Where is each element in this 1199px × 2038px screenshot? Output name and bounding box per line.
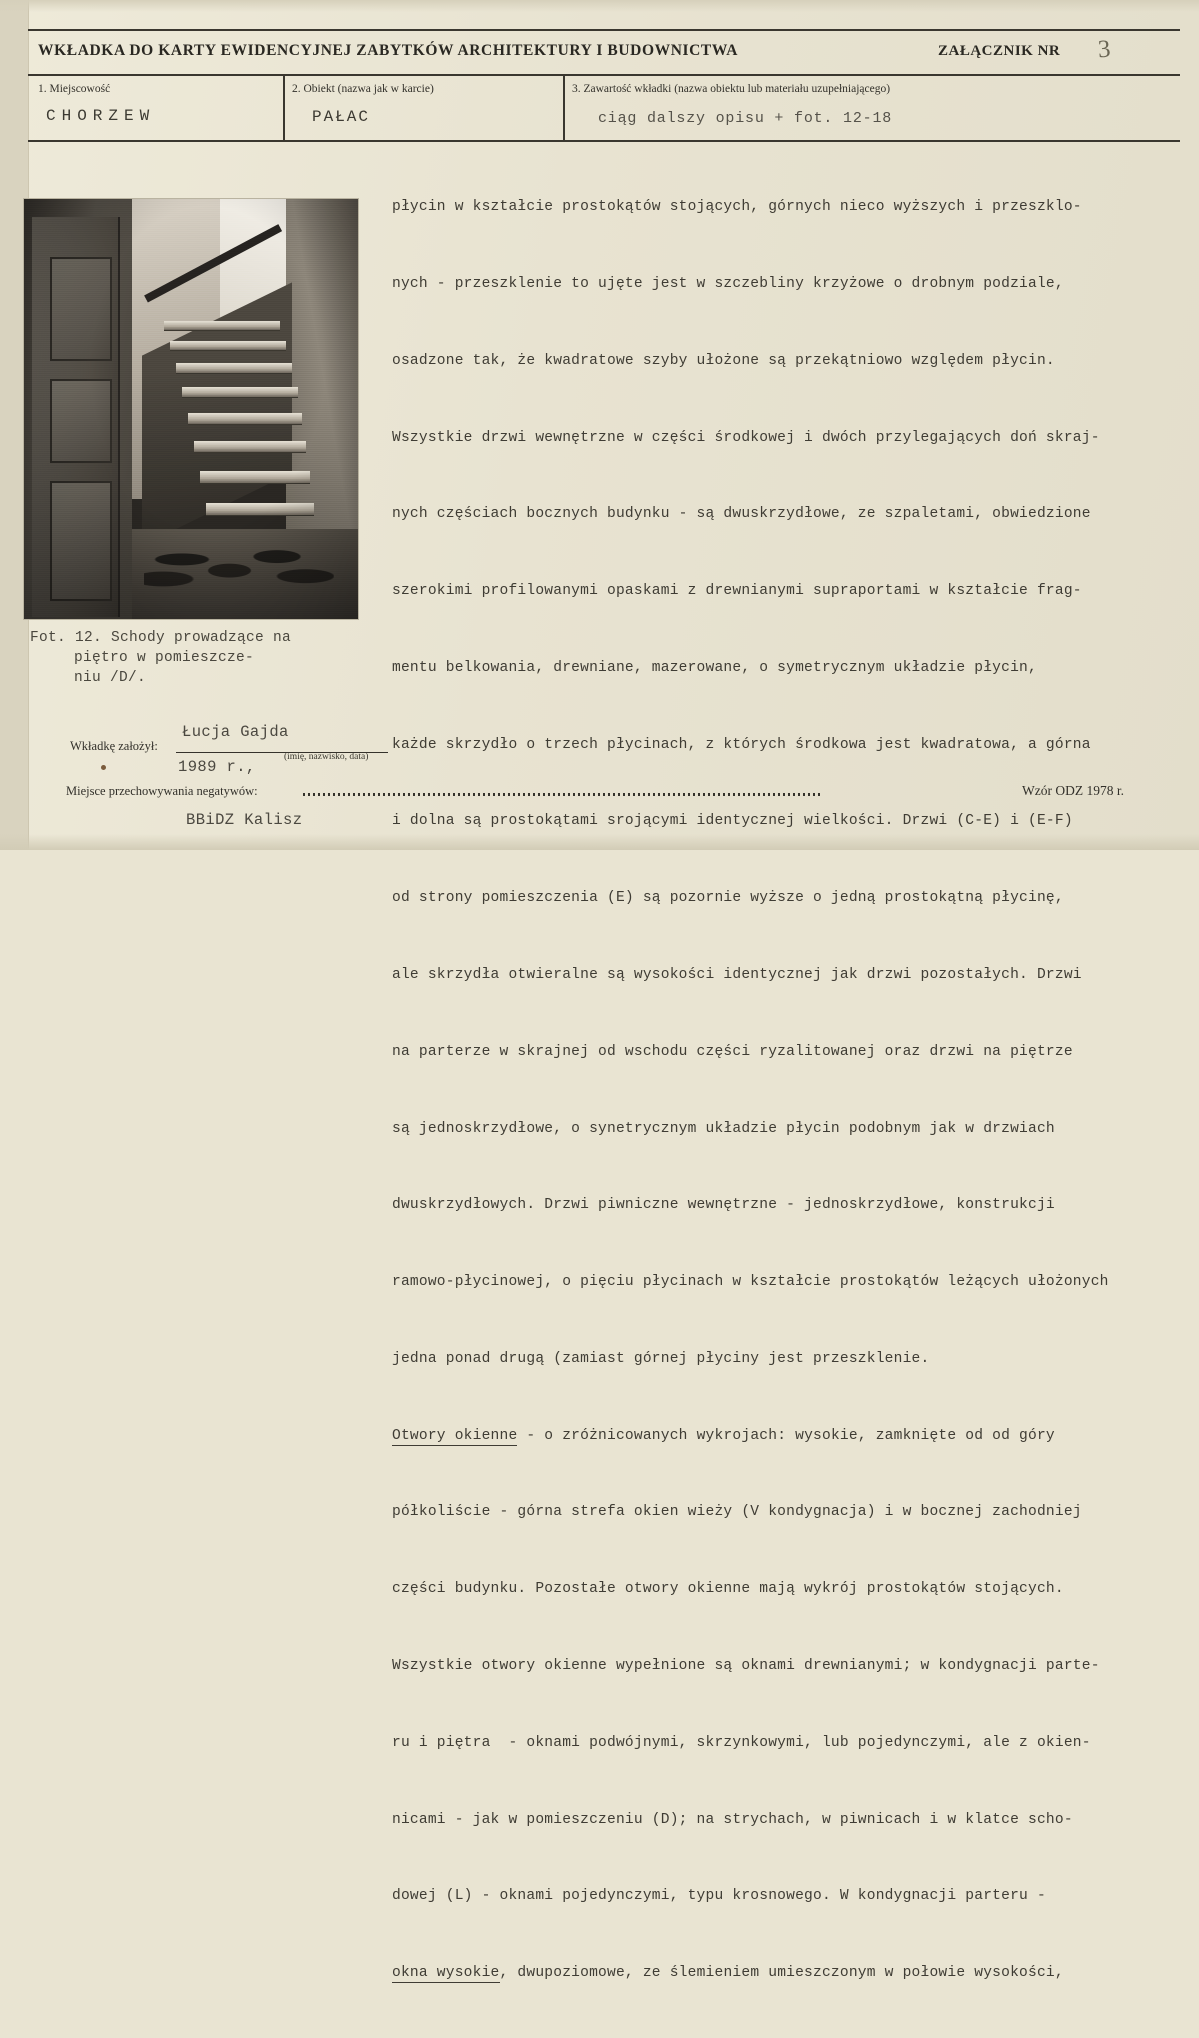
underlined-heading-otwory-okienne: Otwory okienne — [392, 1427, 518, 1444]
body-line: osadzone tak, że kwadratowe szyby ułożone są przekątniowo względem płycin. — [392, 352, 1055, 369]
negatives-location-value: BBiDZ Kalisz — [186, 811, 303, 829]
header-column-separator-1 — [283, 74, 285, 141]
field-value-locality: CHORZEW — [46, 107, 156, 125]
body-line: płycin w kształcie prostokątów stojących, górnych nieco wyższych i przeszklo- — [392, 199, 1082, 216]
body-line: i dolna są prostokątami srojącymi identycznej wielkości. Drzwi (C-E) i (E-F) — [392, 813, 1073, 830]
inserted-by-date: 1989 r., — [178, 758, 256, 776]
header-column-separator-2 — [563, 74, 565, 141]
header-rule-bottom — [28, 140, 1180, 142]
body-line: ru i piętra - oknami podwójnymi, skrzynkowymi, lub pojedynczymi, ale z okien- — [392, 1734, 1091, 1751]
paper-stain-dot — [101, 765, 106, 770]
body-line: części budynku. Pozostałe otwory okienne mają wykrój prostokątów stojących. — [392, 1581, 1064, 1598]
field-label-locality: 1. Miejscowość — [38, 83, 111, 95]
body-line: Wszystkie drzwi wewnętrzne w części środkowej i dwóch przylegających doń skraj- — [392, 429, 1100, 446]
body-line: nych częściach bocznych budynku - są dwuskrzydłowe, ze szpaletami, obwiedzione — [392, 506, 1091, 523]
annex-label: ZAŁĄCZNIK NR — [938, 43, 1061, 59]
body-line: nych - przeszklenie to ujęte jest w szczebliny krzyżowe o drobnym podziale, — [392, 275, 1064, 292]
field-label-content: 3. Zawartość wkładki (nazwa obiektu lub materiału uzupełniającego) — [572, 83, 891, 95]
field-value-object: PAŁAC — [312, 108, 371, 126]
body-line: szerokimi profilowanymi opaskami z drewnianymi supraportami w kształcie frag- — [392, 583, 1082, 600]
underlined-heading-okna-wysokie: okna wysokie — [392, 1965, 500, 1982]
field-value-content: ciąg dalszy opisu + fot. 12-18 — [598, 110, 893, 127]
stairwell-interior-photograph — [24, 199, 358, 619]
field-label-object: 2. Obiekt (nazwa jak w karcie) — [292, 83, 434, 95]
inserted-by-name: Łucja Gajda — [182, 723, 289, 741]
negatives-location-label: Miejsce przechowywania negatywów: — [66, 784, 258, 798]
body-line-with-underline — [392, 1424, 1182, 1450]
body-line: jedna ponad drugą (zamiast górnej płyciny jest przeszklenie. — [392, 1350, 930, 1367]
body-line: na parterze w skrajnej od wschodu części ryzalitowanej oraz drzwi na piętrze — [392, 1043, 1073, 1060]
body-line-remainder: , dwupoziomowe, ze ślemieniem umieszczonym w połowie wysokości, — [499, 1965, 1064, 1982]
body-line: dowej (L) - oknami pojedynczymi, typu krosnowego. W kondygnacji parteru - — [392, 1888, 1046, 1905]
body-line-remainder: - o zróżnicowanych wykrojach: wysokie, zamknięte od od góry — [517, 1427, 1055, 1444]
header-rule-middle — [28, 74, 1180, 76]
body-line: są jednoskrzydłowe, o synetrycznym układzie płycin podobnym jak w drzwiach — [392, 1120, 1055, 1137]
photo-vignette — [24, 199, 358, 619]
photograph-frame — [24, 199, 358, 619]
inserted-by-hint: (imię, nazwisko, data) — [284, 752, 369, 762]
body-line: Wszystkie otwory okienne wypełnione są oknami drewnianymi; w kondygnacji parte- — [392, 1658, 1100, 1675]
body-line: od strony pomieszczenia (E) są pozornie wyższe o jedną prostokątną płycinę, — [392, 890, 1064, 907]
description-text — [392, 144, 1182, 2038]
body-line: półkoliście - górna strefa okien wieży (V kondygnacja) i w bocznej zachodniej — [392, 1504, 1082, 1521]
form-code: Wzór ODZ 1978 r. — [1022, 783, 1124, 798]
paper-top-shade — [0, 0, 1199, 12]
body-line: każde skrzydło o trzech płycinach, z których środkowa jest kwadratowa, a górna — [392, 736, 1091, 753]
photo-caption-line-3: niu /D/. — [74, 670, 147, 686]
header-rule-top — [28, 29, 1180, 31]
annex-number: 3 — [1097, 35, 1112, 64]
body-line: dwuskrzydłowych. Drzwi piwniczne wewnętrzne - jednoskrzydłowe, konstrukcji — [392, 1197, 1055, 1214]
body-line: ramowo-płycinowej, o pięciu płycinach w kształcie prostokątów leżących ułożonych — [392, 1274, 1109, 1291]
document-title: WKŁADKA DO KARTY EWIDENCYJNEJ ZABYTKÓW ARCHITEKTURY I BUDOWNICTWA — [38, 42, 739, 59]
body-line: nicami - jak w pomieszczeniu (D); na strychach, w piwnicach i w klatce scho- — [392, 1811, 1073, 1828]
photo-caption-line-1: Fot. 12. Schody prowadzące na — [30, 630, 292, 646]
body-line-with-underline — [392, 1961, 1182, 1987]
body-line: ale skrzydła otwieralne są wysokości identycznej jak drzwi pozostałych. Drzwi — [392, 967, 1082, 983]
body-line: mentu belkowania, drewniane, mazerowane, o symetrycznym układzie płycin, — [392, 659, 1037, 676]
photo-caption — [30, 628, 360, 688]
photo-caption-line-2: piętro w pomieszcze- — [74, 650, 255, 666]
inserted-by-label: Wkładkę założył: — [70, 739, 158, 753]
